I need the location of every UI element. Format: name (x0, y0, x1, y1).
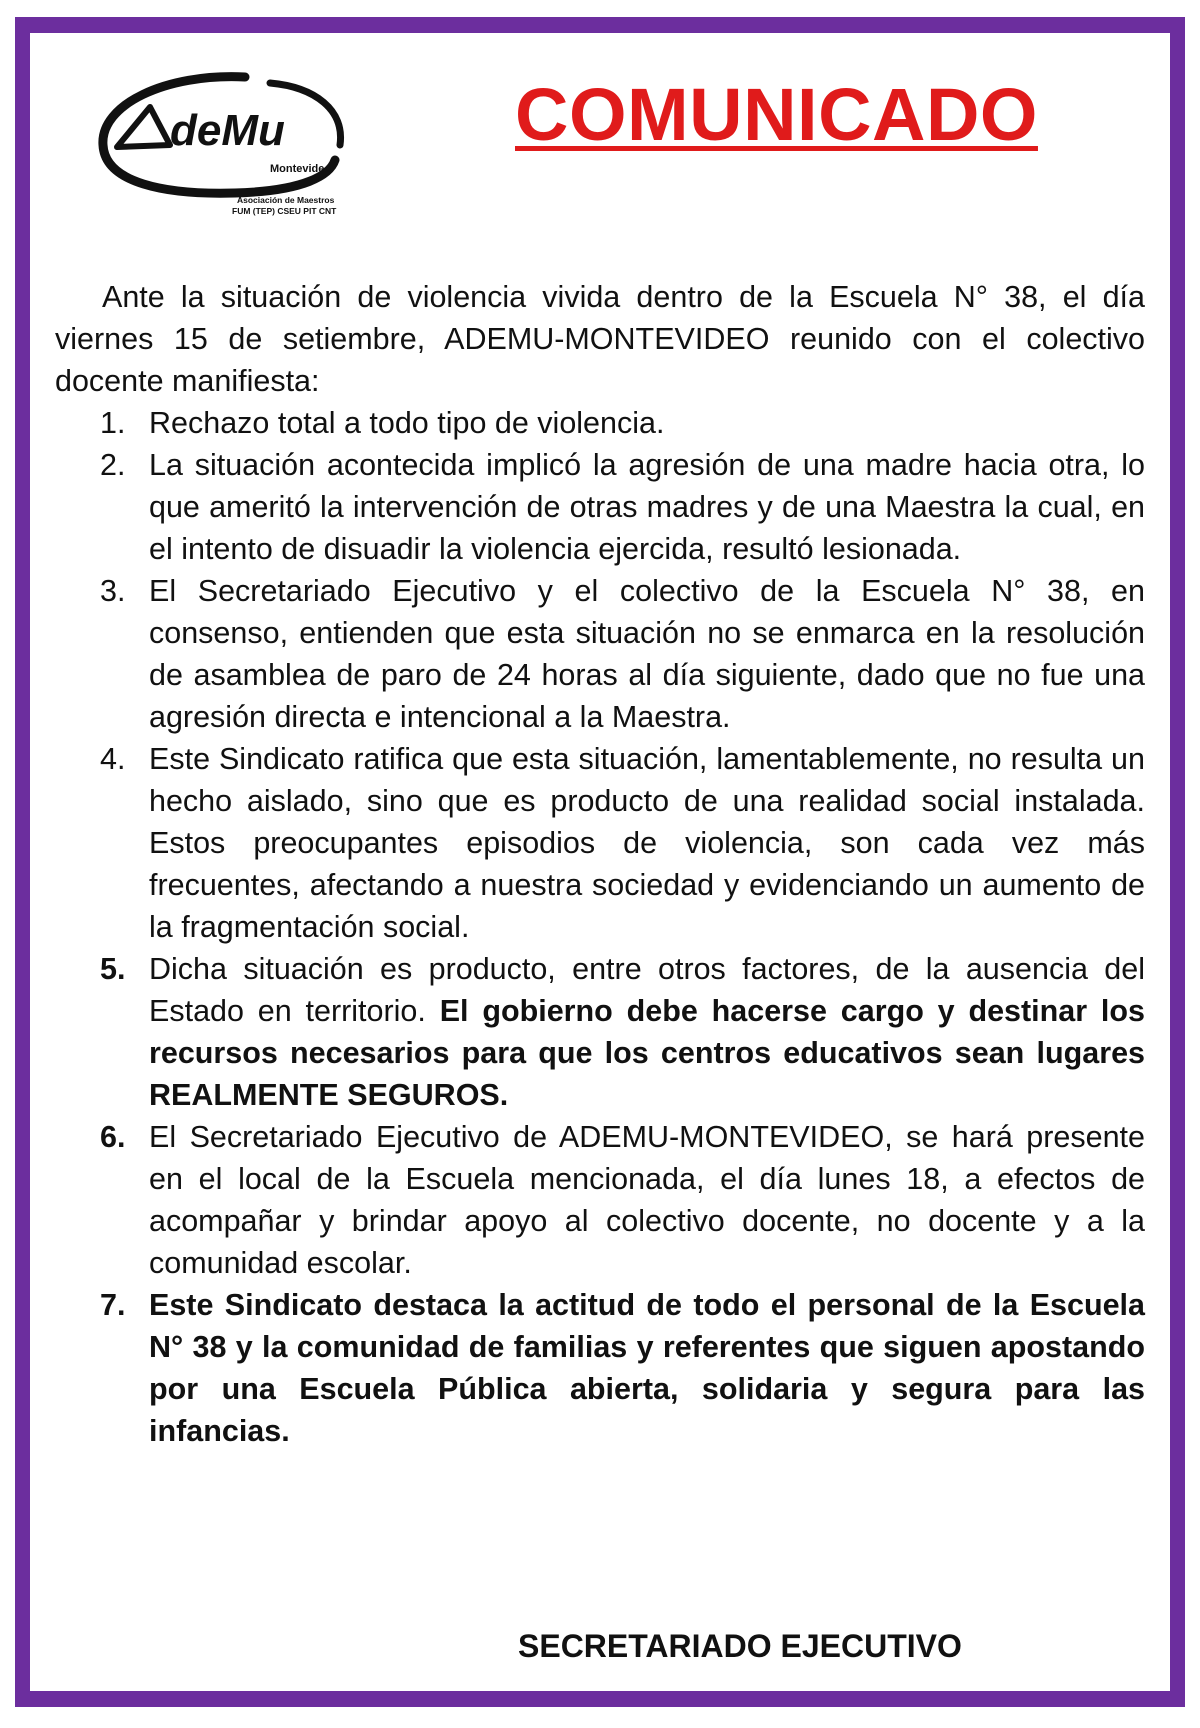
item-text: Este Sindicato ratifica que esta situación, lamentablemente, no resulta un hecho aislado, sino que es producto de una realidad social instalada. Estos preocupantes episodios de violencia, son cada vez más frecuentes, afectando a nuestra sociedad y evidenciando un aumento de la fragmentación social. (149, 742, 1145, 944)
item-text: La situación acontecida implicó la agresión de una madre hacia otra, lo que ameritó la intervención de otras madres y de una Maestra la cual, en el intento de disuadir la violencia ejercida, resultó lesionada. (149, 448, 1145, 566)
signature: SECRETARIADO EJECUTIVO (518, 1628, 962, 1664)
list-item (55, 570, 1145, 738)
logo-org-line2: FUM (TEP) CSEU PIT CNT (232, 206, 337, 216)
item-text: El Secretariado Ejecutivo y el colectivo de la Escuela N° 38, en consenso, entienden que esta situación no se enmarca en la resolución de asamblea de paro de 24 horas al día siguiente, dado que no fue una agresión directa e intencional a la Maestra. (149, 574, 1145, 734)
list-item (55, 1116, 1145, 1284)
item-number: 4. (100, 742, 126, 776)
list-item (55, 1284, 1145, 1452)
item-text: Este Sindicato destaca la actitud de todo el personal de la Escuela N° 38 y la comunidad de familias y referentes que siguen apostando por una Escuela Pública abierta, solidaria y segura para las infancias. (149, 1288, 1145, 1448)
logo-org-line1: Asociación de Maestros (237, 195, 335, 205)
item-text: Dicha situación es producto, entre otros factores, de la ausencia del Estado en territorio. (149, 952, 1145, 1028)
page-title: COMUNICADO (515, 73, 1038, 156)
logo-subtitle: Montevideo (270, 163, 332, 175)
item-number: 5. (100, 952, 126, 986)
intro-paragraph: Ante la situación de violencia vivida dentro de la Escuela N° 38, el día viernes 15 de setiembre, ADEMU-MONTEVIDEO reunido con el colectivo docente manifiesta: (55, 280, 1145, 398)
ademu-logo (95, 65, 395, 245)
item-text: El Secretariado Ejecutivo de ADEMU-MONTEVIDEO, se hará presente en el local de la Escuela mencionada, el día lunes 18, a efectos de acompañar y brindar apoyo al colectivo docente, no docente y a la comunidad escolar. (149, 1120, 1145, 1280)
item-number: 3. (100, 574, 126, 608)
item-number: 2. (100, 448, 126, 482)
item-number: 7. (100, 1288, 126, 1322)
svg-text:deMu: deMu (170, 106, 285, 155)
item-number: 1. (100, 406, 126, 440)
list-item (55, 738, 1145, 948)
statement-list (55, 402, 1145, 1452)
item-text: Rechazo total a todo tipo de violencia. (149, 406, 665, 440)
list-item (55, 948, 1145, 1116)
list-item (55, 444, 1145, 570)
item-text: El gobierno debe hacerse cargo y destinar los recursos necesarios para que los centros educativos sean lugares REALMENTE SEGUROS. (149, 994, 1146, 1112)
document-body (55, 276, 1145, 1452)
list-item (55, 402, 1145, 444)
item-number: 6. (100, 1120, 126, 1154)
